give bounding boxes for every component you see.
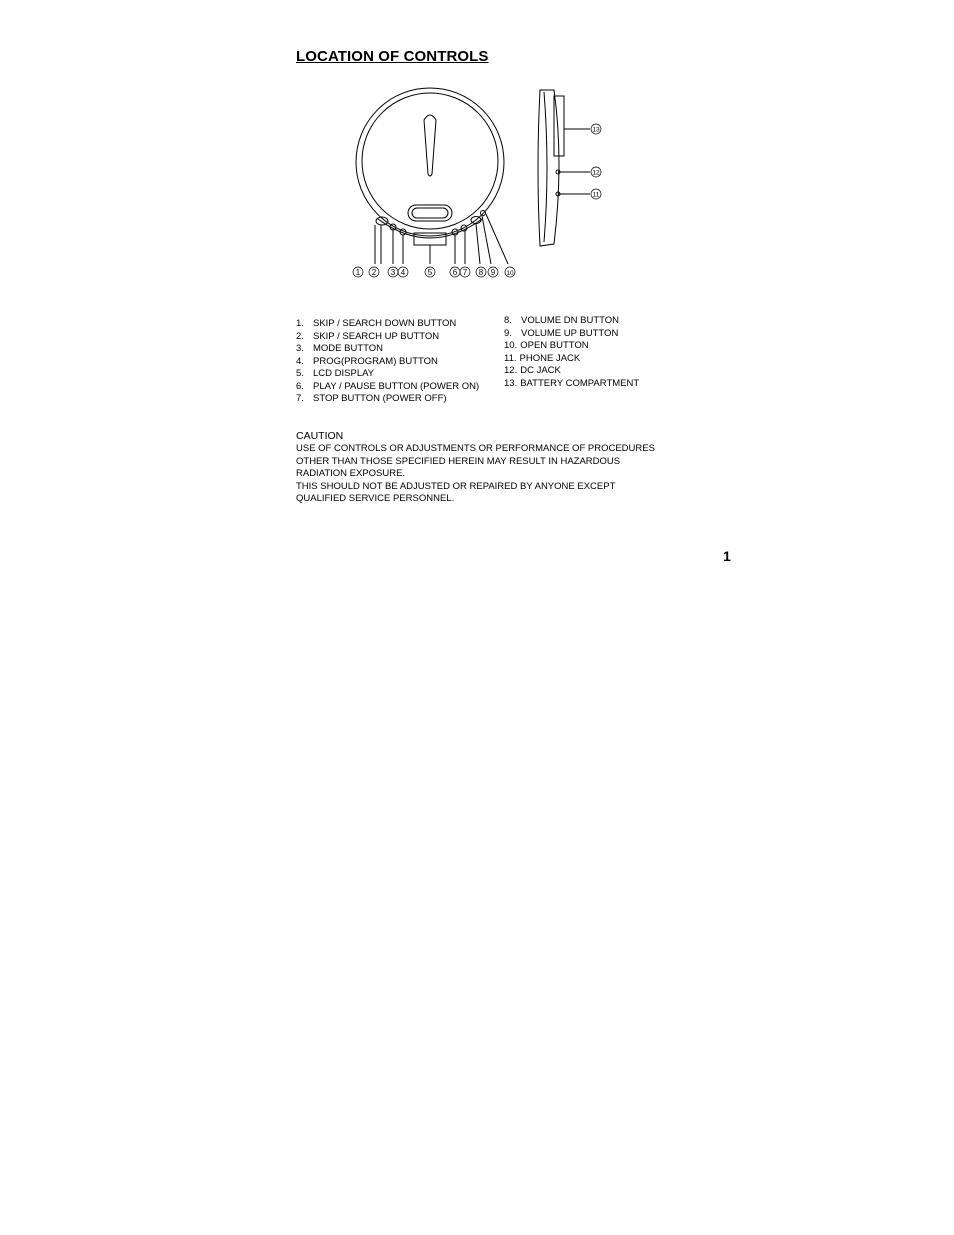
page-number: 1 bbox=[723, 548, 731, 564]
caution-heading: CAUTION bbox=[296, 430, 344, 442]
list-item: 9. VOLUME UP BUTTON bbox=[504, 327, 619, 339]
player-lid-outline bbox=[362, 93, 498, 229]
lid-window bbox=[408, 205, 452, 221]
callout-7: 7 bbox=[462, 268, 468, 277]
player-body-outline bbox=[356, 88, 504, 236]
list-item: 13. BATTERY COMPARTMENT bbox=[504, 377, 640, 389]
list-item: 5. LCD DISPLAY bbox=[296, 368, 375, 379]
caution-line: QUALIFIED SERVICE PERSONNEL. bbox=[296, 493, 455, 504]
list-item: 7. STOP BUTTON (POWER OFF) bbox=[296, 393, 447, 404]
callout-8: 8 bbox=[478, 268, 484, 277]
list-item: 2. SKIP / SEARCH UP BUTTON bbox=[296, 330, 440, 342]
list-item: 10. OPEN BUTTON bbox=[504, 340, 589, 351]
callout-12: 12 bbox=[592, 169, 600, 177]
list-item: 1. SKIP / SEARCH DOWN BUTTON bbox=[296, 318, 457, 329]
caution-text bbox=[296, 443, 676, 506]
caution-line: THIS SHOULD NOT BE ADJUSTED OR REPAIRED BY ANYONE EXCEPT bbox=[296, 480, 616, 492]
callout-11: 11 bbox=[592, 191, 600, 199]
callout-4: 4 bbox=[400, 268, 406, 277]
controls-list-right bbox=[504, 315, 639, 390]
caution-line: OTHER THAN THOSE SPECIFIED HEREIN MAY RESULT IN HAZARDOUS bbox=[296, 455, 621, 467]
callout-10: 10 bbox=[506, 270, 514, 277]
side-view-outline bbox=[538, 90, 559, 246]
page-title: LOCATION OF CONTROLS bbox=[296, 48, 489, 65]
list-item: 8. VOLUME DN BUTTON bbox=[504, 315, 620, 326]
cd-player-diagram bbox=[340, 82, 620, 282]
callout-5: 5 bbox=[427, 268, 433, 277]
callout-2: 2 bbox=[371, 268, 377, 277]
list-item: 11. PHONE JACK bbox=[504, 352, 581, 364]
lid-grip bbox=[424, 115, 436, 176]
callout-13: 13 bbox=[592, 126, 600, 134]
lid-window-inner bbox=[412, 208, 448, 218]
callout-1: 1 bbox=[355, 268, 361, 277]
caution-line: USE OF CONTROLS OR ADJUSTMENTS OR PERFORMANCE OF PROCEDURES bbox=[296, 443, 655, 454]
list-item: 12. DC JACK bbox=[504, 365, 561, 376]
list-item: 6. PLAY / PAUSE BUTTON (POWER ON) bbox=[296, 380, 480, 392]
controls-list-left bbox=[296, 318, 479, 406]
callout-3: 3 bbox=[390, 268, 396, 277]
callout-6: 6 bbox=[452, 268, 458, 277]
list-item: 3. MODE BUTTON bbox=[296, 343, 384, 354]
caution-line: RADIATION EXPOSURE. bbox=[296, 468, 406, 479]
list-item: 4. PROG(PROGRAM) BUTTON bbox=[296, 355, 438, 367]
callout-9: 9 bbox=[490, 268, 496, 277]
